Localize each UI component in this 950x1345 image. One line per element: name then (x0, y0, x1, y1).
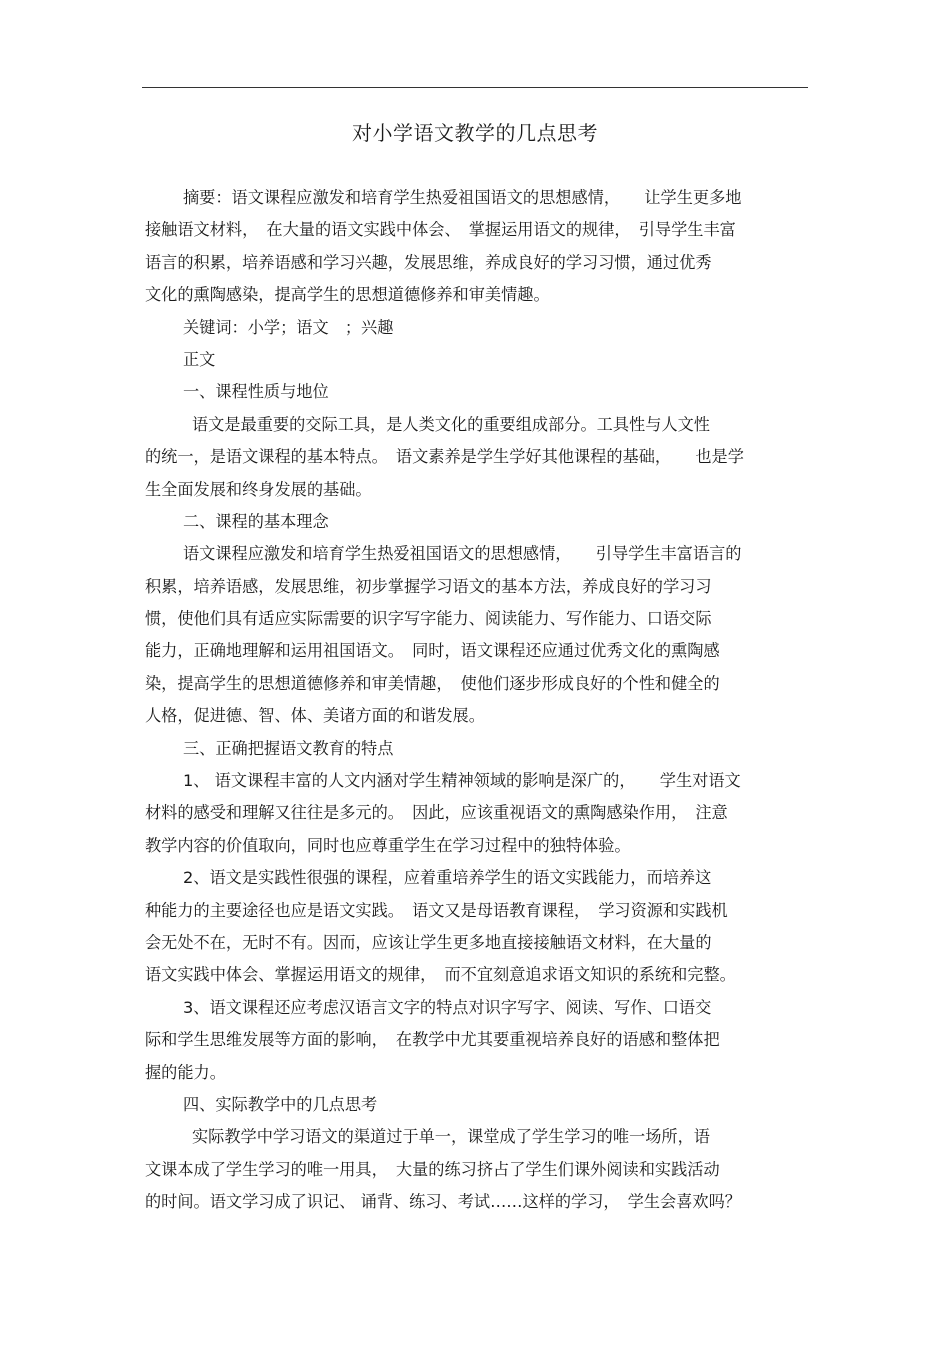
paragraph-line: 材料的感受和理解又往往是多元的。 因此，应该重视语文的熏陶感染作用， 注意 (145, 803, 728, 823)
abstract-line: 摘要：语文课程应激发和培育学生热爱祖国语文的思想感情， 让学生更多地 (183, 188, 742, 207)
paragraph-line: 教学内容的价值取向，同时也应尊重学生在学习过程中的独特体验。 (145, 835, 631, 855)
paragraph-line: 的统一，是语文课程的基本特点。 语文素养是学生学好其他课程的基础， 也是学 (145, 447, 744, 467)
keywords-line: 关键词：小学；语文 ；兴趣 (183, 317, 394, 337)
paragraph-line: 的时间。语文学习成了识记、 诵背、练习、考试……这样的学习， 学生会喜欢吗？ (145, 1192, 741, 1212)
paragraph-line: 1、 语文课程丰富的人文内涵对学生精神领域的影响是深广的， 学生对语文 (183, 771, 741, 791)
paragraph-line: 际和学生思维发展等方面的影响， 在教学中尤其要重视培养良好的语感和整体把 (145, 1030, 720, 1050)
section-heading: 三、正确把握语文教育的特点 (183, 738, 394, 758)
paragraph-line: 染，提高学生的思想道德修养和审美情趣， 使他们逐步形成良好的个性和健全的 (145, 673, 720, 693)
paragraph-line: 实际教学中学习语文的渠道过于单一，课堂成了学生学习的唯一场所，语 (192, 1127, 710, 1147)
paragraph-line: 握的能力。 (145, 1062, 226, 1082)
paragraph-line: 3、语文课程还应考虑汉语言文字的特点对识字写字、阅读、写作、口语交 (183, 997, 712, 1017)
page-title: 对小学语文教学的几点思考 (352, 121, 598, 145)
header-rule (142, 87, 808, 88)
abstract-line: 接触语文材料， 在大量的语文实践中体会、 掌握运用语文的规律， 引导学生丰富 (145, 220, 736, 240)
section-heading: 四、实际教学中的几点思考 (183, 1094, 378, 1114)
body-heading: 正文 (183, 349, 216, 369)
document-body (145, 182, 810, 1219)
paragraph-line: 惯，使他们具有适应实际需要的识字写字能力、阅读能力、写作能力、口语交际 (145, 609, 712, 629)
paragraph-line: 语文实践中体会、掌握运用语文的规律， 而不宜刻意追求语文知识的系统和完整。 (145, 965, 736, 985)
paragraph-line: 人格，促进德、智、体、美诸方面的和谐发展。 (145, 706, 485, 726)
paragraph-line: 文课本成了学生学习的唯一用具， 大量的练习挤占了学生们课外阅读和实践活动 (145, 1159, 720, 1179)
paragraph-line: 能力，正确地理解和运用祖国语文。 同时，语文课程还应通过优秀文化的熏陶感 (145, 641, 720, 661)
paragraph-line: 2、语文是实践性很强的课程，应着重培养学生的语文实践能力，而培养这 (183, 868, 712, 888)
paragraph-line: 会无处不在，无时不有。因而，应该让学生更多地直接接触语文材料，在大量的 (145, 932, 712, 952)
paragraph-line: 种能力的主要途径也应是语文实践。 语文又是母语教育课程， 学习资源和实践机 (145, 900, 728, 920)
paragraph-line: 语文课程应激发和培育学生热爱祖国语文的思想感情， 引导学生丰富语言的 (183, 544, 742, 564)
abstract-line: 语言的积累，培养语感和学习兴趣，发展思维，养成良好的学习习惯，通过优秀 (145, 252, 712, 272)
paragraph-line: 生全面发展和终身发展的基础。 (145, 479, 372, 499)
abstract-line: 文化的熏陶感染，提高学生的思想道德修养和审美情趣。 (145, 285, 550, 305)
paragraph-line: 语文是最重要的交际工具，是人类文化的重要组成部分。工具性与人文性 (192, 414, 710, 434)
section-heading: 一、课程性质与地位 (183, 382, 329, 402)
section-heading: 二、课程的基本理念 (183, 511, 329, 531)
paragraph-line: 积累，培养语感，发展思维，初步掌握学习语文的基本方法，养成良好的学习习 (145, 576, 712, 596)
